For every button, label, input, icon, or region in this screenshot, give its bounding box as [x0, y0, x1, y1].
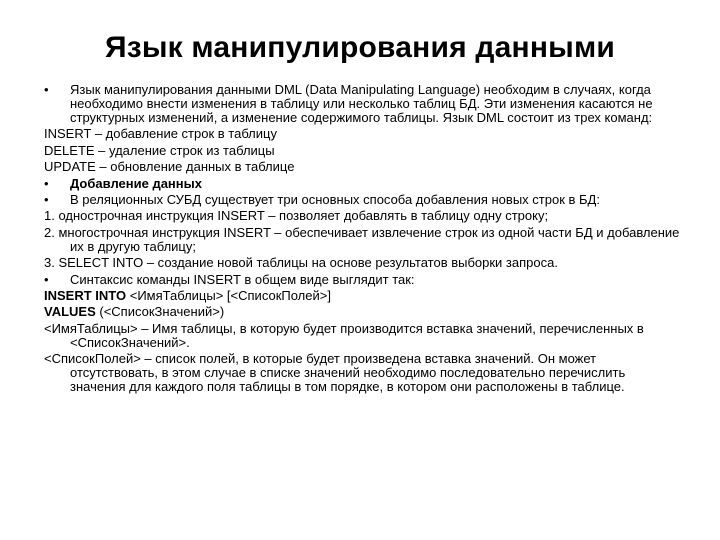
adding-data-heading: Добавление данных [70, 175, 202, 191]
list-item-2: 2. многострочная инструкция INSERT – обеспечивает извлечение строк из одной части БД и добавление их в другую таблицу; [44, 224, 680, 254]
delete-line: DELETE – удаление строк из таблицы [44, 142, 275, 158]
update-line: UPDATE – обновление данных в таблице [44, 159, 295, 175]
list-item-3: 3. SELECT INTO – создание новой таблицы на основе результатов выборки запроса. [44, 255, 558, 271]
bullet-icon: • [44, 271, 49, 287]
syntax-values-keyword: VALUES [44, 304, 96, 320]
bullet-paragraph-dml [44, 83, 684, 125]
bullet-syntax-intro [44, 273, 684, 287]
syntax-intro-text: Синтаксис команды INSERT в общем виде выглядит так: [70, 271, 415, 287]
field-list-description: <СписокПолей> – список полей, в которые будет произведена вставка значений. Он может отсутствовать, в этом случае в списке значений необходимо последовательно перечислить значения для каждого поля таблицы в том порядке, в котором они расположены в таблице. [44, 351, 626, 395]
list-item-1: 1. однострочная инструкция INSERT – позволяет добавлять в таблицу одну строку; [44, 208, 549, 224]
bullet-icon: • [44, 191, 49, 207]
paragraph-dml-text: Язык манипулирования данными DML (Data Manipulating Language) необходим в случаях, когда необходимо внести изменения в таблицу или несколько таблиц БД. Эти изменения касаются не структурных изменений, а изменение содержимого таблицы. Язык DML состоит из трех команд: [70, 82, 653, 125]
bullet-adding-heading [44, 177, 684, 191]
three-ways-text: В реляционных СУБД существует три основных способа добавления новых строк в БД: [70, 191, 600, 207]
syntax-insert-line [44, 289, 684, 303]
syntax-values-rest: (<СписокЗначений>) [95, 304, 225, 320]
bullet-icon: • [44, 82, 49, 97]
syntax-insert-keyword: INSERT INTO [44, 287, 127, 303]
bullet-three-ways [44, 193, 684, 207]
slide-title: Язык манипулирования данными [104, 31, 615, 64]
syntax-values-line [44, 305, 684, 319]
slide-body [44, 83, 684, 396]
table-name-description: <ИмяТаблицы> – Имя таблицы, в которую будет производится вставка значений, перечисленных в <СписокЗначений>. [44, 320, 644, 350]
bullet-icon: • [44, 175, 49, 191]
insert-line: INSERT – добавление строк в таблицу [44, 126, 277, 142]
syntax-insert-rest: <ИмяТаблицы> [<СписокПолей>] [126, 287, 331, 303]
